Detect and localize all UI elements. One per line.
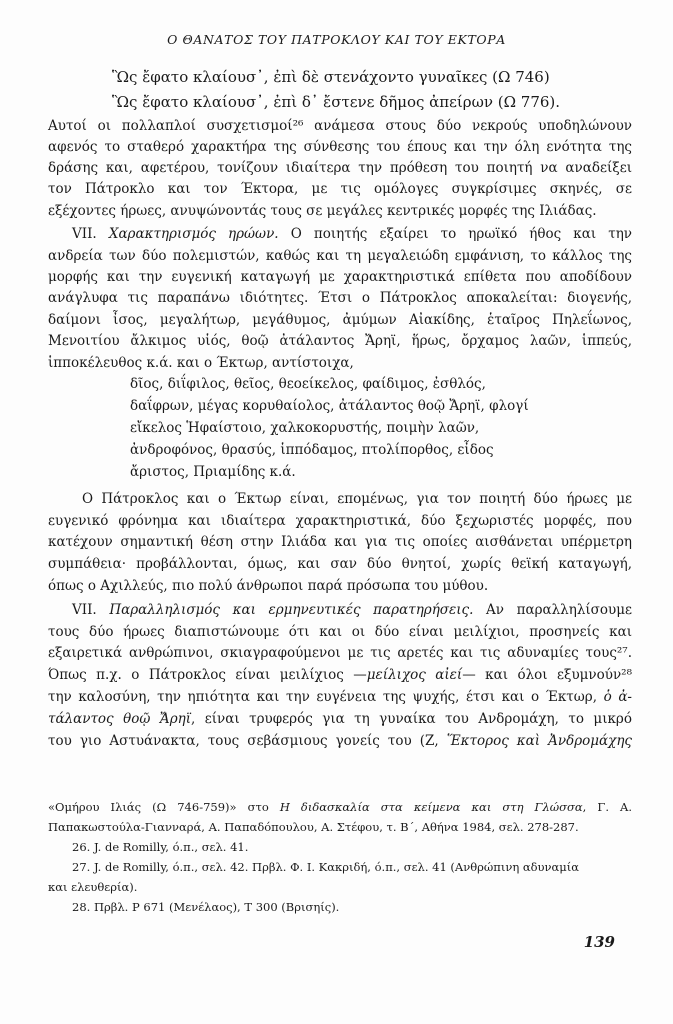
page-number: 139 bbox=[583, 933, 615, 951]
body-line: ευγενικό φρόνημα και ιδιαίτερα χαρακτηριστικά, δύο ξεχωριστές μορφές, που bbox=[48, 513, 632, 529]
footnote-27: 27. J. de Romilly, ό.π., σελ. 42. Πρβλ. Φ. Ι. Κακριδή, ό.π., σελ. 41 (Ανθρώπινη αδυναμία bbox=[72, 860, 580, 874]
text-run: — και όλοι εξυμνούν²⁸ bbox=[462, 667, 633, 683]
italic-run: Η διδασκαλία στα κείμενα και στη Γλώσσα bbox=[279, 800, 583, 814]
body-line: ανδρεία των δύο πολεμιστών, καθώς και τη μεγαλειώδη εμφάνιση, το κάλλος της bbox=[48, 248, 632, 264]
section-heading-line bbox=[72, 600, 632, 620]
body-line: εξέχοντες ήρωες, ανυψώνοντάς τους σε μεγάλες κεντρικές μορφές της Ιλιάδας. bbox=[48, 203, 597, 219]
section-title: Χαρακτηρισμός ηρώων. bbox=[108, 226, 279, 242]
body-line: δαίμονι ἶσος, μεγαλήτωρ, μεγάθυμος, ἀμύμων Αἰακίδης, ἑταῖρος Πηλεΐωνος, bbox=[48, 312, 632, 328]
italic-run: ὁ ἀ- bbox=[603, 689, 632, 705]
italic-run: τάλαντος θοῷ Ἄρηϊ bbox=[48, 711, 192, 727]
body-line: ἱπποκέλευθος κ.ά. και ο Έκτωρ, αντίστοιχα, bbox=[48, 355, 354, 371]
body-line: μορφής και την ευγενική καταγωγή με χαρακτηριστικά επίθετα που αποδίδουν bbox=[48, 269, 632, 285]
body-line: εξαιρετικά ανθρώπινοι, σκιαγραφούμενοι με τις αρετές και τις αδυναμίες τους²⁷. bbox=[48, 645, 632, 661]
body-line: Ο Πάτροκλος και ο Έκτωρ είναι, επομένως, για τον ποιητή δύο ήρωες με bbox=[82, 491, 632, 507]
section-title: Παραλληλισμός και ερμηνευτικές παρατηρήσεις. bbox=[109, 602, 474, 618]
text-run: , Γ. Α. bbox=[582, 800, 633, 814]
body-line: τους δύο ήρωες διαπιστώνουμε ότι και οι δύο είναι μειλίχιοι, προσηνείς και bbox=[48, 624, 632, 640]
body-line bbox=[48, 709, 632, 729]
text-run: Όπως π.χ. ο Πάτροκλος είναι μειλίχιος — bbox=[48, 667, 367, 683]
body-line: δράσης και, αφετέρου, τονίζουν ιδιαίτερα την πρόθεση του ποιητή να αναδείξει bbox=[48, 160, 632, 176]
body-line: κατέχουν σημαντική θέση στην Ιλιάδα και για τις οποίες αισθάνεται υπέρμετρη bbox=[48, 534, 632, 550]
quote-line: Ὣς ἔφατο κλαίουσ᾽, ἐπὶ δὲ στενάχοντο γυναῖκες (Ω 746) bbox=[112, 68, 550, 86]
footnote-line: και ελευθερία). bbox=[48, 880, 138, 894]
footnote-line bbox=[48, 800, 632, 814]
section-numeral: VII. bbox=[72, 226, 97, 242]
body-line: Μενοιτίου ἄλκιμος υἱός, θοῷ ἀτάλαντος Ἄρηϊ, ἥρως, ὄρχαμος λαῶν, ἱππεύς, bbox=[48, 333, 632, 349]
section-heading-line bbox=[72, 224, 632, 244]
text-run: την καλοσύνη, την ηπιότητα και την ευγένεια της ψυχής, έτσι και ο Έκτωρ, bbox=[48, 689, 598, 705]
body-line bbox=[48, 731, 632, 751]
body-line: ανάγλυφα τις παραπάνω ιδιότητες. Έτσι ο Πάτροκλος αποκαλείται: διογενής, bbox=[48, 290, 632, 306]
epithet-line: δῖος, διΐφιλος, θεῖος, θεοείκελος, φαίδιμος, ἐσθλός, bbox=[130, 376, 486, 392]
footnote-28: 28. Πρβλ. Ρ 671 (Μενέλαος), Τ 300 (Βρισηίς). bbox=[72, 900, 340, 914]
epithet-line: εἴκελος Ἡφαίστοιο, χαλκοκορυστής, ποιμὴν λαῶν, bbox=[130, 420, 480, 436]
text-run: του γιο Αστυάνακτα, τους σεβάσμιους γονείς του (Ζ, bbox=[48, 733, 439, 749]
body-line: Αυτοί οι πολλαπλοί συσχετισμοί²⁶ ανάμεσα στους δύο νεκρούς υποδηλώνουν bbox=[48, 118, 632, 134]
epithet-line: δαΐφρων, μέγας κορυθαίολος, ἀτάλαντος θοῷ Ἄρηϊ, φλογί bbox=[130, 398, 529, 414]
section-text: Αν παραλληλίσουμε bbox=[486, 602, 632, 618]
body-line: τον Πάτροκλο και τον Έκτορα, με τις ομόλογες συγκρίσιμες σκηνές, σε bbox=[48, 181, 632, 197]
italic-run: μείλιχος αἰεί bbox=[366, 667, 463, 683]
section-text: Ο ποιητής εξαίρει το ηρωϊκό ήθος και την bbox=[290, 226, 633, 242]
quote-line: Ὣς ἔφατο κλαίουσ᾽, ἐπὶ δ᾽ ἔστενε δῆμος ἀπείρων (Ω 776). bbox=[112, 93, 561, 111]
body-line: συμπάθεια· προβάλλονται, όμως, και σαν δύο θνητοί, χωρίς θεϊκή καταγωγή, bbox=[48, 556, 632, 572]
body-line bbox=[48, 687, 632, 707]
footnote-line: Παπακωστούλα-Γιανναρά, Α. Παπαδόπουλου, Α. Στέφου, τ. Β΄, Αθήνα 1984, σελ. 278-287. bbox=[48, 820, 579, 834]
footnote-26: 26. J. de Romilly, ό.π., σελ. 41. bbox=[72, 840, 249, 854]
body-line bbox=[48, 665, 632, 685]
epithet-line: ἀνδροφόνος, θρασύς, ἱππόδαμος, πτολίπορθος, εἶδος bbox=[130, 442, 494, 458]
body-line: όπως ο Αχιλλεύς, πιο πολύ άνθρωποι παρά πρόσωπα του μύθου. bbox=[48, 578, 489, 594]
epithet-line: ἄριστος, Πριαμίδης κ.ά. bbox=[130, 464, 296, 480]
running-header: Ο ΘΑΝΑΤΟΣ ΤΟΥ ΠΑΤΡΟΚΛΟΥ ΚΑΙ ΤΟΥ ΕΚΤΟΡΑ bbox=[167, 32, 506, 47]
body-line: αφενός το σταθερό χαρακτήρα της σύνθεσης του έπους και την όλη ενότητα της bbox=[48, 139, 632, 155]
text-run: «Ομήρου Ιλιάς (Ω 746-759)» στο bbox=[48, 800, 269, 814]
italic-run: Ἕκτορος καὶ Ἀνδρομάχης bbox=[446, 733, 632, 749]
section-numeral: VII. bbox=[72, 602, 97, 618]
text-run: , είναι τρυφερός για τη γυναίκα του Ανδρομάχη, το μικρό bbox=[191, 711, 632, 727]
